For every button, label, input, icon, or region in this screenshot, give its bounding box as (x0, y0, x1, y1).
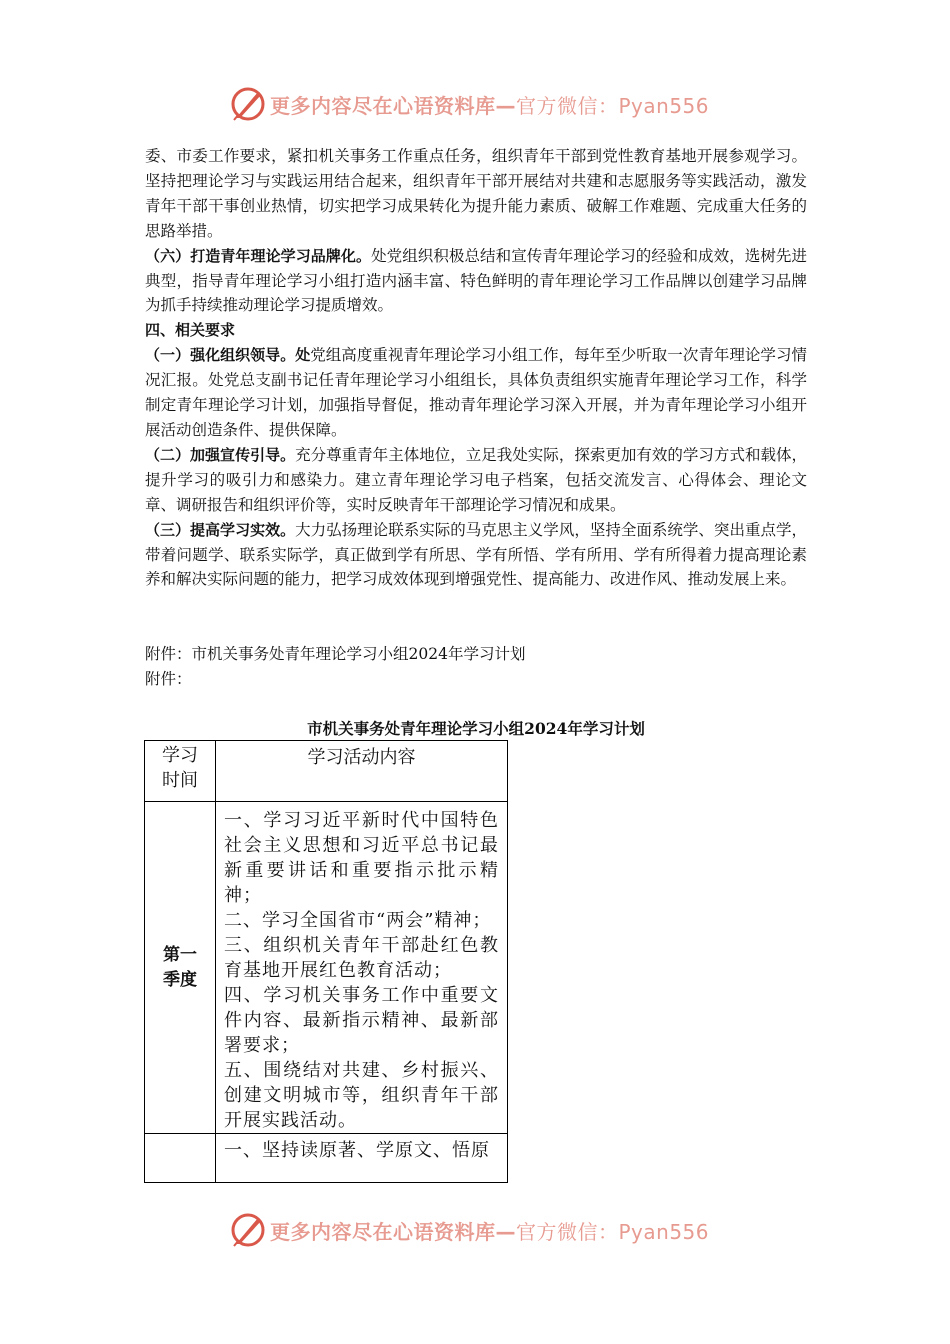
paragraph: （三）提高学习实效。大力弘扬理论联系实际的马克思主义学风，坚持全面系统学、突出重点学，带着问题学、联系实际学，真正做到学有所思、学有所悟、学有所用、学有所得着力提高理论素养和解决实际问题的能力，把学习成效体现到增强党性、提高能力、改进作风、推动发展上来。 (145, 520, 807, 589)
attachment-note: 附件：市机关事务处青年理论学习小组2024年学习计划 (145, 645, 526, 664)
paragraph-heading: （二）加强宣传引导。 (145, 445, 296, 464)
period-cell (145, 1134, 216, 1183)
paragraph: （二）加强宣传引导。充分尊重青年主体地位，立足我处实际，探索更加有效的学习方式和载体，提升学习的吸引力和感染力。建立青年理论学习电子档案，包括交流发言、心得体会、理论文章、调研报告和组织评价等，实时反映青年干部理论学习情况和成果。 (145, 445, 807, 514)
paragraph-heading: （一）强化组织领导。处 (145, 346, 311, 365)
quill-logo-icon (228, 1210, 268, 1250)
paragraph-heading: （六）打造青年理论学习品牌化。 (145, 246, 372, 265)
activity-item: 四、学习机关事务工作中重要文件内容、最新指示精神、最新部署要求； (224, 985, 499, 1056)
watermark-text: 更多内容尽在心语资料库—官方微信：Pyan556 (270, 93, 710, 118)
paragraph: （一）强化组织领导。处党组高度重视青年理论学习小组工作，每年至少听取一次青年理论学习情况汇报。处党总支副书记任青年理论学习小组组长，具体负责组织实施青年理论学习工作，科学制定青年理论学习计划，加强指导督促，推动青年理论学习深入开展，并为青年理论学习小组开展活动创造条件、提供保障。 (145, 346, 807, 439)
study-plan-table (144, 740, 508, 1183)
activity-cell (216, 802, 508, 1134)
header-cell-content: 学习活动内容 (216, 741, 508, 802)
table-row (145, 802, 508, 1134)
paragraph: 委、市委工作要求，紧扣机关事务工作重点任务，组织青年干部到党性教育基地开展参观学习。坚持把理论学习与实践运用结合起来，组织青年干部开展结对共建和志愿服务等实践活动，激发青年干部干事创业热情，切实把学习成果转化为提升能力素质、破解工作难题、完成重大任务的思路举措。 (145, 147, 807, 240)
section-heading: 四、相关要求 (145, 321, 236, 340)
activity-item: 五、围绕结对共建、乡村振兴、创建文明城市等，组织青年干部开展实践活动。 (224, 1060, 499, 1131)
watermark-banner-top (228, 82, 709, 126)
paragraph-heading: （三）提高学习实效。 (145, 520, 296, 539)
table-row (145, 1134, 508, 1183)
header-cell-time: 学习 时间 (145, 741, 216, 802)
quill-logo-icon (228, 84, 268, 124)
activity-item: 一、坚持读原著、学原文、悟原 (224, 1140, 490, 1161)
table-header-row (145, 741, 508, 802)
watermark-banner-bottom (228, 1208, 709, 1252)
document-body (145, 144, 807, 692)
table-title: 市机关事务处青年理论学习小组2024年学习计划 (307, 719, 645, 738)
period-cell: 第一 季度 (145, 802, 216, 1134)
attachment-label: 附件： (145, 670, 192, 689)
activity-item: 二、学习全国省市“两会”精神； (224, 910, 492, 931)
paragraph: （六）打造青年理论学习品牌化。处党组织积极总结和宣传青年理论学习的经验和成效，选树先进典型，指导青年理论学习小组打造内涵丰富、特色鲜明的青年理论学习工作品牌以创建学习品牌为抓手持续推动理论学习提质增效。 (145, 246, 807, 315)
activity-cell (216, 1134, 508, 1183)
activity-item: 一、学习习近平新时代中国特色社会主义思想和习近平总书记最新重要讲话和重要指示批示精神； (224, 810, 499, 906)
watermark-text: 更多内容尽在心语资料库—官方微信：Pyan556 (270, 1219, 710, 1244)
activity-item: 三、组织机关青年干部赴红色教育基地开展红色教育活动； (224, 935, 499, 981)
